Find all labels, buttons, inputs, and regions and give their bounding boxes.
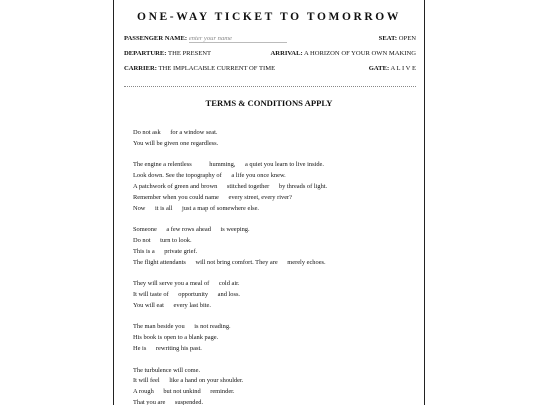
poem-stanza: [133, 128, 418, 150]
poem-line: The engine a relentless humming, a quiet you learn to live inside.: [133, 161, 324, 169]
poem-line: Look down. See the topography of a life you once knew.: [133, 172, 286, 180]
poem-line: Do not ask for a window seat.: [133, 129, 218, 136]
poem-line: It will feel like a hand on your shoulder.: [133, 377, 244, 385]
departure-value: THE PRESENT: [168, 50, 212, 57]
poem-line: Do not turn to look.: [133, 236, 192, 244]
poem-line: A patchwork of green and brown stitched together by threads of light.: [133, 182, 328, 190]
poem-line: It will taste of opportunity and loss.: [133, 290, 241, 298]
poem-stanza: [133, 225, 418, 268]
ticket-title: ONE-WAY TICKET TO TOMORROW: [137, 11, 401, 23]
poem-stanza: [133, 366, 418, 405]
poem-line: Someone a few rows ahead is weeping.: [133, 226, 250, 234]
poem-line: The man beside you is not reading.: [133, 323, 231, 331]
gate-label: GATE:: [368, 65, 390, 72]
seat-value: OPEN: [398, 35, 416, 42]
poem-line: You will eat every last bite.: [133, 301, 211, 309]
seat-label: SEAT:: [378, 35, 398, 42]
dotted-divider: [124, 86, 416, 87]
poem-stanza: [133, 322, 418, 354]
poem-body: [133, 128, 418, 405]
poem-stanza: [133, 279, 418, 311]
ticket-document: [113, 0, 425, 405]
arrival-label: ARRIVAL:: [270, 50, 303, 57]
departure-label: DEPARTURE:: [124, 50, 167, 57]
poem-line: He is rewriting his past.: [133, 344, 202, 352]
poem-line: Remember when you could name every street, every river?: [133, 193, 292, 201]
carrier-label: CARRIER:: [124, 65, 157, 72]
poem-line: Now it is all just a map of somewhere else.: [133, 204, 260, 212]
poem-line: His book is open to a blank page.: [133, 334, 219, 342]
poem-line: The turbulence will come.: [133, 366, 201, 374]
poem-line: This is a private grief.: [133, 247, 198, 255]
terms-heading: TERMS & CONDITIONS APPLY: [205, 98, 333, 108]
passenger-name-input[interactable]: enter your name: [189, 35, 287, 43]
poem-line: They will serve you a meal of cold air.: [133, 280, 240, 288]
poem-line: That you are suspended.: [133, 398, 204, 405]
arrival-value: A HORIZON OF YOUR OWN MAKING: [303, 50, 416, 57]
poem-line: A rough but not unkind reminder.: [133, 388, 235, 396]
carrier-value: THE IMPLACABLE CURRENT OF TIME: [158, 65, 276, 72]
gate-value: A L I V E: [390, 65, 416, 72]
poem-line: The flight attendants will not bring comfort. They are merely echoes.: [133, 258, 326, 266]
poem-stanza: [133, 160, 418, 214]
poem-line: You will be given one regardless.: [133, 139, 219, 147]
passenger-label: PASSENGER NAME:: [124, 35, 188, 42]
